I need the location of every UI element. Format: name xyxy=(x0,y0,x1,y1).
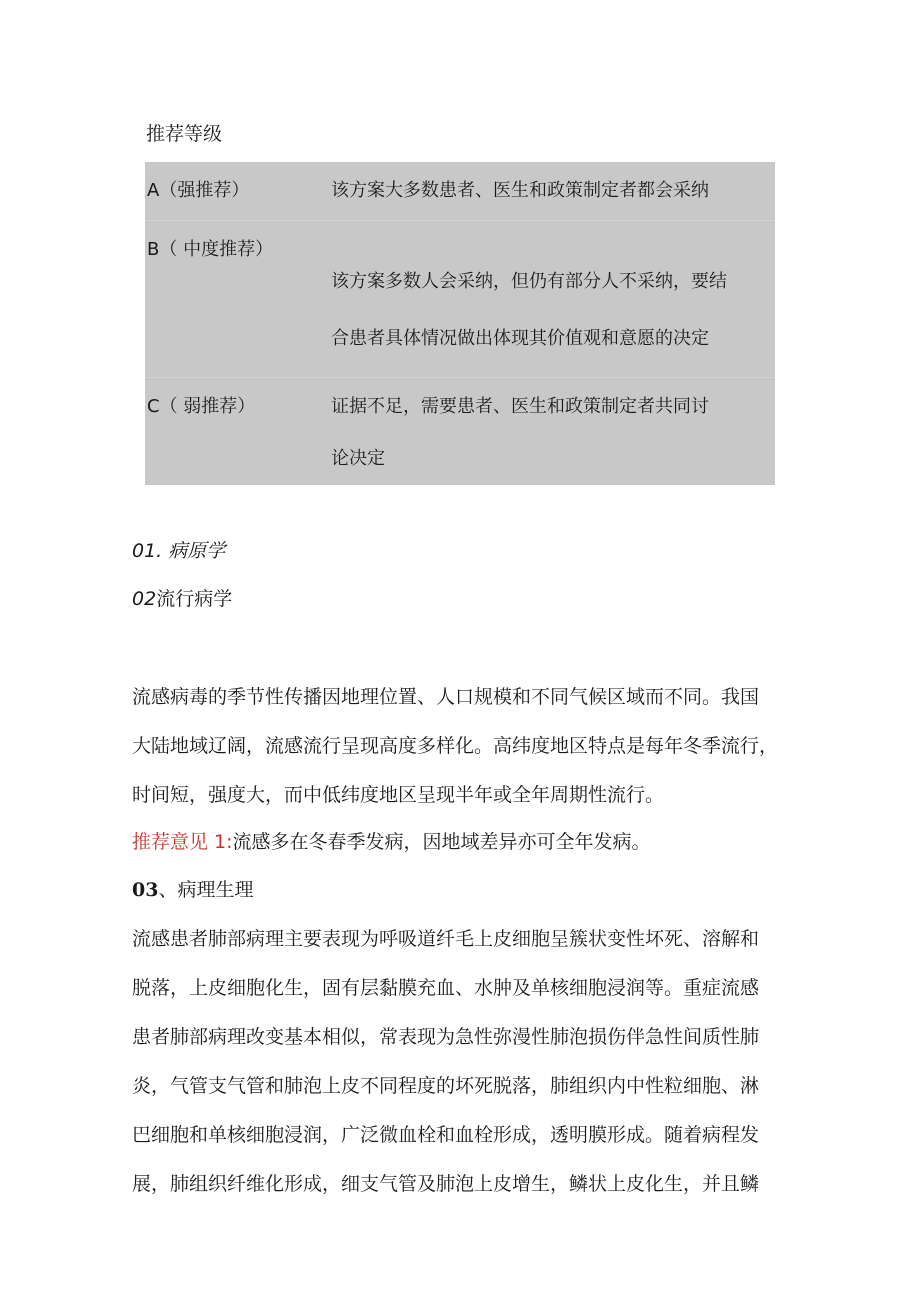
grade-desc-line: 证据不足，需要患者、医生和政策制定者共同讨 xyxy=(331,396,709,417)
section-title-pathophysiology xyxy=(132,876,253,904)
section-number: 02 xyxy=(132,588,157,610)
paragraph-line: 巴细胞和单核细胞浸润，广泛微血栓和血栓形成，透明膜形成。随着病程发 xyxy=(132,1124,760,1146)
paragraph-line: 时间短，强度大，而中低纬度地区呈现半年或全年周期性流行。 xyxy=(132,784,665,806)
pathophysiology-paragraph xyxy=(132,925,792,1219)
paragraph-line: 流感患者肺部病理主要表现为呼吸道纤毛上皮细胞呈簇状变性坏死、溶解和 xyxy=(132,928,760,950)
section-title-etiology: 01. 病原学 xyxy=(132,540,226,562)
grade-desc-line: 论决定 xyxy=(331,448,385,469)
section-number: 03 xyxy=(132,879,159,901)
grade-row-c xyxy=(145,378,775,485)
grade-level-b: B（ 中度推荐） xyxy=(147,239,274,260)
epidemiology-paragraph xyxy=(132,683,792,830)
recommendation xyxy=(132,828,792,877)
paragraph-line: 展，肺组织纤维化形成，细支气管及肺泡上皮增生，鳞状上皮化生，并且鳞 xyxy=(132,1173,760,1195)
paragraph-line: 脱落，上皮细胞化生，固有层黏膜充血、水肿及单核细胞浸润等。重症流感 xyxy=(132,977,760,999)
grade-desc-line: 合患者具体情况做出体现其价值观和意愿的决定 xyxy=(331,328,709,349)
grade-desc-c xyxy=(331,394,773,472)
recommendation-text: 流感多在冬春季发病，因地域差异亦可全年发病。 xyxy=(232,831,651,853)
grade-desc-b xyxy=(331,269,773,352)
grade-heading: 推荐等级 xyxy=(146,123,223,145)
section-title-text: 、病理生理 xyxy=(158,879,254,901)
grade-row-b xyxy=(145,221,775,378)
grade-desc-line: 该方案大多数患者、医生和政策制定者都会采纳 xyxy=(331,180,709,201)
grade-level-c: C（ 弱推荐） xyxy=(147,396,256,417)
grade-desc-line: 该方案多数人会采纳，但仍有部分人不采纳，要结 xyxy=(331,271,727,292)
paragraph-line: 流感病毒的季节性传播因地理位置、人口规模和不同气候区域而不同。我国 xyxy=(132,686,760,708)
recommendation-label: 推荐意见 1: xyxy=(132,831,233,853)
section-title-text: 流行病学 xyxy=(156,588,233,610)
recommendation-line xyxy=(132,828,792,877)
paragraph-line: 炎，气管支气管和肺泡上皮不同程度的坏死脱落，肺组织内中性粒细胞、淋 xyxy=(132,1075,760,1097)
paragraph-line: 患者肺部病理改变基本相似，常表现为急性弥漫性肺泡损伤伴急性间质性肺 xyxy=(132,1026,760,1048)
paragraph-line: 大陆地域辽阔，流感流行呈现高度多样化。高纬度地区特点是每年冬季流行， xyxy=(132,735,779,757)
grade-desc-a xyxy=(331,178,773,204)
grade-table xyxy=(145,162,775,485)
grade-row-a xyxy=(145,162,775,221)
grade-level-a: A（强推荐） xyxy=(147,180,250,201)
section-title-epidemiology xyxy=(132,585,232,613)
